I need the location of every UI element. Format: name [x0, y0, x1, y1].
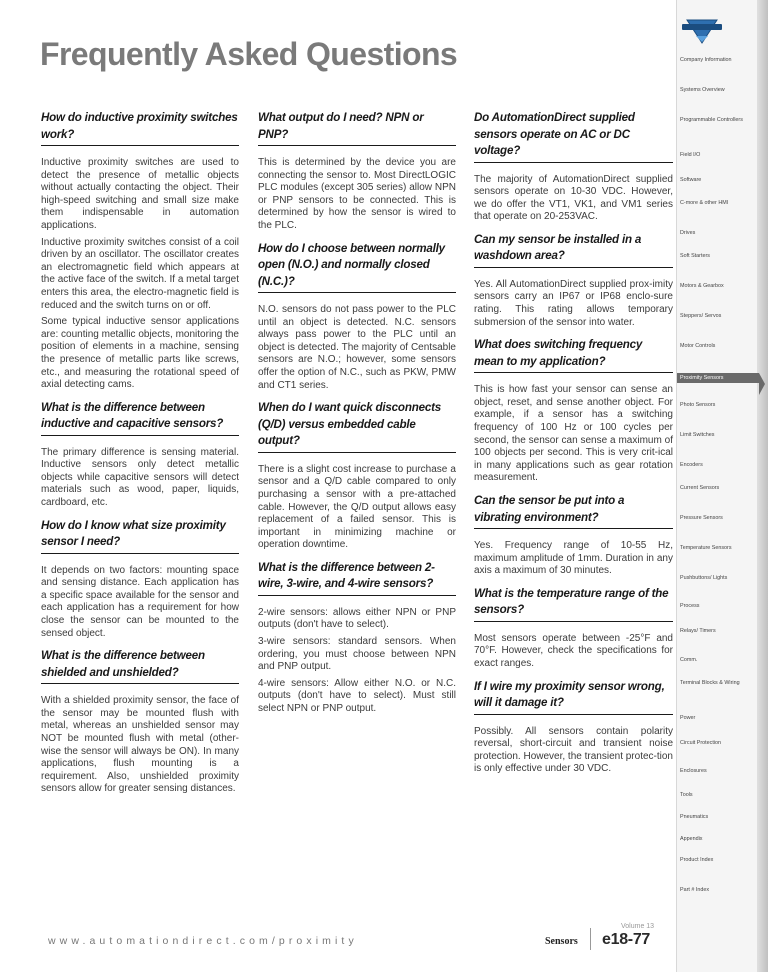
faq-answer: [474, 279, 673, 329]
faq-answer-paragraph: The primary difference is sensing material. Inductive sensors only detect metallic objects while capacitive sensors will detect materials such as wood, paper, liquids, cardboard, etc.: [41, 446, 239, 509]
faq-answer: [41, 565, 239, 641]
faq-answer-paragraph: Yes. Frequency range of 10-55 Hz, maximum amplitude of 1mm. Duration in any axis a maximum of 30 minutes.: [474, 540, 673, 577]
sidebar-item[interactable]: Motors & Gearbox: [680, 283, 724, 289]
faq-question: Can the sensor be put into a vibrating environment?: [474, 493, 673, 529]
faq-column-3: [474, 110, 673, 784]
footer-volume: Volume 13: [621, 923, 655, 930]
faq-answer: [474, 726, 673, 776]
sidebar-item[interactable]: Part # Index: [680, 887, 710, 893]
faq-answer-paragraph: 4-wire sensors: Allow either N.O. or N.C. outputs (don't have to select). Must still select NPN or PNP output.: [258, 677, 456, 715]
faq-question-wrap: [474, 110, 673, 163]
sidebar-item[interactable]: Relays/ Timers: [680, 628, 716, 634]
faq-answer-paragraph: 2-wire sensors: allows either NPN or PNP outputs (don't have to select).: [258, 606, 456, 631]
faq-answer: [41, 447, 239, 510]
faq-question-wrap: [258, 110, 456, 146]
sidebar-item[interactable]: Programmable Controllers: [680, 117, 743, 123]
faq-question-wrap: [474, 337, 673, 373]
sidebar-item[interactable]: Limit Switches: [680, 432, 715, 438]
faq-answer: [41, 695, 239, 796]
faq-question: What is the difference between shielded and unshielded?: [41, 648, 239, 684]
faq-question: When do I want quick disconnects (Q/D) versus embedded cable output?: [258, 400, 456, 453]
sidebar-item[interactable]: Drives: [680, 230, 696, 236]
faq-question-wrap: [474, 232, 673, 268]
footer-divider: [590, 928, 591, 950]
faq-question: What output do I need? NPN or PNP?: [258, 110, 456, 146]
faq-answer: [258, 607, 456, 716]
page-number: e18-77: [602, 931, 651, 948]
faq-question-wrap: [474, 493, 673, 529]
sidebar-item[interactable]: Company Information: [680, 57, 732, 63]
faq-column-1: [41, 110, 239, 804]
sidebar-item[interactable]: Encoders: [680, 462, 703, 468]
faq-question-wrap: [474, 586, 673, 622]
faq-answer-paragraph: The majority of AutomationDirect supplied sensors operate on 10-30 VDC. However, we do offer the VT1, VK1, and VM1 series that operate on 20-253VAC.: [474, 173, 673, 223]
faq-answer: [474, 540, 673, 578]
faq-answer: [258, 304, 456, 392]
faq-answer: [474, 174, 673, 224]
sidebar-item[interactable]: Power: [680, 715, 696, 721]
sidebar-item[interactable]: Pressure Sensors: [680, 515, 723, 521]
sidebar-item[interactable]: Tools: [680, 792, 693, 798]
faq-answer: [41, 157, 239, 392]
sidebar-item[interactable]: Soft Starters: [680, 253, 710, 259]
faq-answer-paragraph: Inductive proximity switches are used to detect the presence of metallic objects without actually contacting the object. Their high-speed switching and small size make them indispensable in automation applications.: [41, 157, 239, 231]
sidebar-item[interactable]: Product Index: [680, 857, 714, 863]
faq-answer-paragraph: N.O. sensors do not pass power to the PLC until an object is detected. N.C. sensors always pass power to the PLC until an object is detected. The majority of Centsable sensors are N.O.; however, some sensors offer the option of N.C., such as PKW, PMW and CT1 series.: [258, 304, 456, 391]
sidebar-item[interactable]: Terminal Blocks & Wiring: [680, 680, 740, 686]
faq-answer-paragraph: Inductive proximity switches consist of a coil driven by an oscillator. The oscillator creates an electromagnetic field which appears at the active face of the switch. If a metal target enters this area, the electro-magnetic field is reduced and the switch turns on or off.: [41, 236, 239, 311]
faq-answer-paragraph: This is how fast your sensor can sense an object, reset, and sense another object. For example, if a sensor has a switching frequency of 100 Hz or 100 cycles per second, the sensor can sense a maximum of 100 objects per second. This is very crit-ical in many applications such as gear rotation measurement.: [474, 384, 673, 484]
sidebar-item[interactable]: Proximity Sensors: [677, 373, 759, 383]
sidebar-item[interactable]: Photo Sensors: [680, 402, 716, 408]
sidebar-item[interactable]: Pneumatics: [680, 814, 709, 820]
faq-question-wrap: [41, 400, 239, 436]
sidebar-item[interactable]: Appendix: [680, 836, 703, 842]
sidebar-item[interactable]: Comm.: [680, 657, 698, 663]
sidebar-item[interactable]: Steppers/ Servos: [680, 313, 722, 319]
sidebar-edge: [757, 0, 768, 972]
faq-question-wrap: [41, 518, 239, 554]
faq-answer: [258, 157, 456, 233]
faq-answer-paragraph: Yes. All AutomationDirect supplied prox-imity sensors carry an IP67 or IP68 enclo-sure rating. This rating allows temporary submersion of the sensor into water.: [474, 278, 673, 328]
faq-question: Do AutomationDirect supplied sensors operate on AC or DC voltage?: [474, 110, 673, 163]
faq-question-wrap: [41, 110, 239, 146]
faq-answer-paragraph: With a shielded proximity sensor, the face of the sensor may be mounted flush with metal, whereas an unshielded sensor may NOT be mounted flush with metal (other-wise the sensor will always be ON). In many applications, flush mounting is a requirement. Also, unshielded proximity sensors allow for greater sensing distances.: [41, 695, 239, 795]
faq-question-wrap: [258, 400, 456, 453]
sidebar-item[interactable]: Current Sensors: [680, 485, 720, 491]
faq-question: What is the difference between inductive and capacitive sensors?: [41, 400, 239, 436]
faq-answer-paragraph: 3-wire sensors: standard sensors. When ordering, you must choose between NPN and PNP output.: [258, 636, 456, 673]
faq-question-wrap: [474, 679, 673, 715]
automationdirect-logo-icon: [681, 16, 723, 46]
sidebar-item[interactable]: Pushbuttons/ Lights: [680, 575, 728, 581]
faq-answer-paragraph: Most sensors operate between -25°F and 70°F. However, check the specifications for exact ranges.: [474, 632, 673, 669]
faq-answer: [474, 384, 673, 485]
faq-answer-paragraph: It depends on two factors: mounting space and sensing distance. Each application has a specific space available for the sensor and each application has a requirement for how close the sensor can be mounted to the sensed object.: [41, 564, 239, 639]
faq-question: How do I choose between normally open (N.O.) and normally closed (N.C.)?: [258, 241, 456, 294]
sidebar-item[interactable]: C-more & other HMI: [680, 200, 729, 206]
footer-section-name: Sensors: [545, 936, 578, 947]
section-sidebar: [676, 0, 768, 972]
sidebar-item[interactable]: Enclosures: [680, 768, 707, 774]
footer-url[interactable]: www.automationdirect.com/proximity: [48, 935, 358, 947]
faq-question: What does switching frequency mean to my application?: [474, 337, 673, 373]
page-title: Frequently Asked Questions: [40, 36, 458, 72]
faq-question: What is the temperature range of the sensors?: [474, 586, 673, 622]
sidebar-item[interactable]: Motor Controls: [680, 343, 716, 349]
faq-answer-paragraph: There is a slight cost increase to purchase a sensor and a Q/D cable compared to only purchasing a sensor with a pre-attached cable. However, the Q/D output allows easy replacement of a failed sensor. This is important in minimizing machine or operation downtime.: [258, 463, 456, 551]
faq-question-wrap: [258, 241, 456, 294]
sidebar-item[interactable]: Process: [680, 603, 700, 609]
faq-answer-paragraph: This is determined by the device you are connecting the sensor to. Most DirectLOGIC PLC modules (except 305 series) allow NPN or PNP sensors to be connected. This is determined by how the sensor is wired to the PLC.: [258, 157, 456, 231]
faq-answer: [474, 633, 673, 671]
faq-question-wrap: [41, 648, 239, 684]
sidebar-item[interactable]: Circuit Protection: [680, 740, 722, 746]
faq-answer-paragraph: Some typical inductive sensor applications are: counting metallic objects, monitoring the position of elements in a machine, sensing the presence of metallic parts like screws, etc., and measuring the rotational speed of axial detecting cams.: [41, 316, 239, 391]
faq-column-2: [258, 110, 456, 724]
faq-question: If I wire my proximity sensor wrong, will it damage it?: [474, 679, 673, 715]
faq-question: What is the difference between 2-wire, 3-wire, and 4-wire sensors?: [258, 560, 456, 596]
sidebar-item[interactable]: Software: [680, 177, 702, 183]
faq-question: Can my sensor be installed in a washdown area?: [474, 232, 673, 268]
sidebar-item[interactable]: Field I/O: [680, 152, 701, 158]
faq-answer-paragraph: Possibly. All sensors contain polarity reversal, short-circuit and transient noise protection. However, the transient protec-tion is only effective under 30 VDC.: [474, 725, 673, 775]
faq-question: How do I know what size proximity sensor I need?: [41, 518, 239, 554]
faq-question-wrap: [258, 560, 456, 596]
sidebar-item[interactable]: Temperature Sensors: [680, 545, 732, 551]
faq-question: How do inductive proximity switches work?: [41, 110, 239, 146]
faq-answer: [258, 464, 456, 552]
sidebar-item[interactable]: Systems Overview: [680, 87, 725, 93]
